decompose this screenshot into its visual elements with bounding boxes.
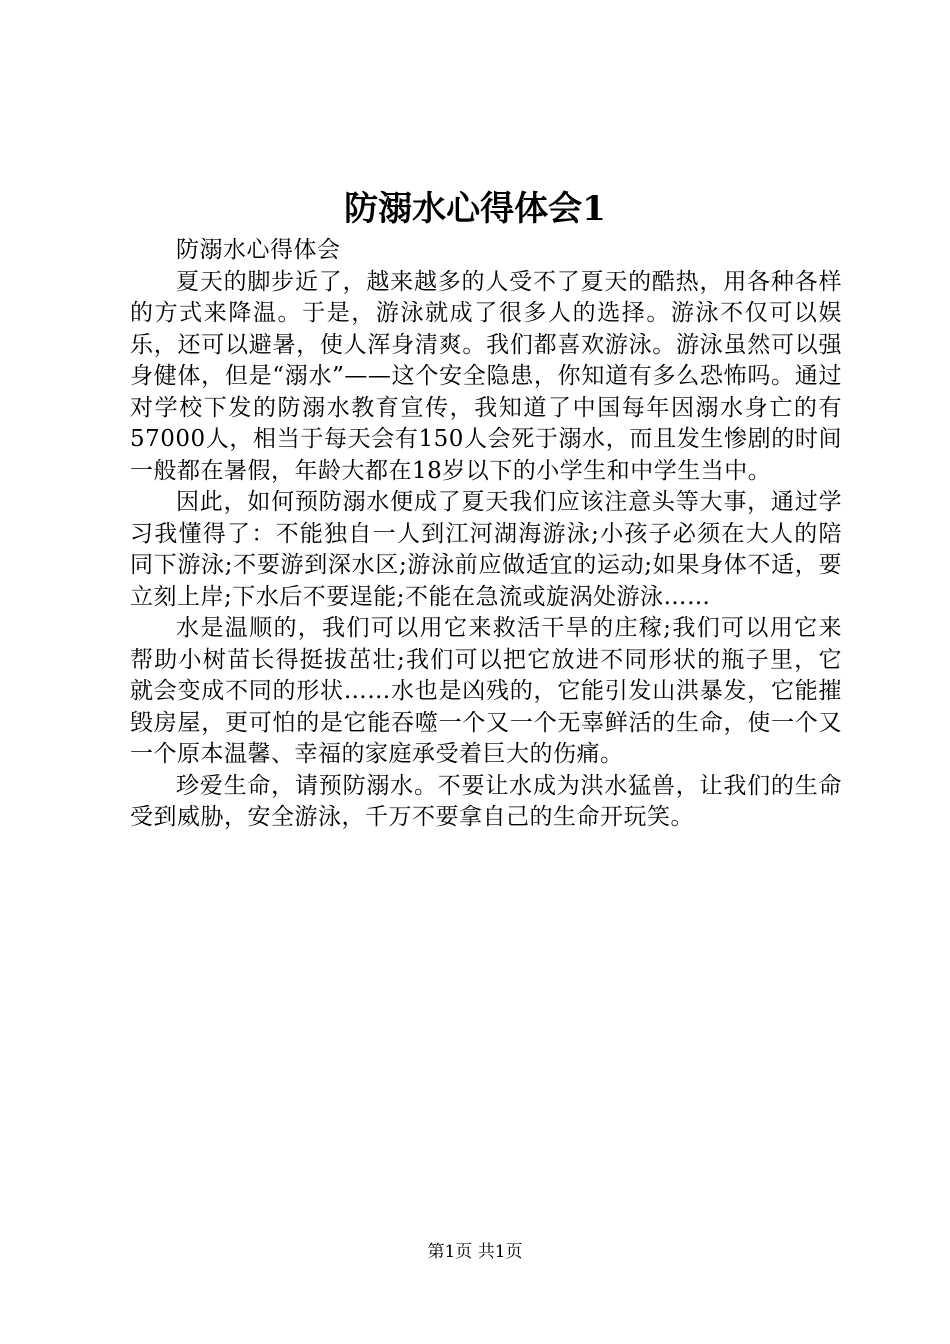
paragraph-3: 水是温顺的，我们可以用它来救活干旱的庄稼;我们可以用它来帮助小树苗长得挺拔茁壮;我们可以把它放进不同形状的瓶子里，它就会变成不同的形状……水也是凶残的，它能引发山洪暴发，它能摧毁房屋，更可怕的是它能吞噬一个又一个无辜鲜活的生命，使一个又一个原本温馨、幸福的家庭承受着巨大的伤痛。 bbox=[130, 615, 842, 767]
document-subtitle: 防溺水心得体会 bbox=[176, 237, 341, 263]
paragraph-1: 夏天的脚步近了，越来越多的人受不了夏天的酷热，用各种各样的方式来降温。于是，游泳就成了很多人的选择。游泳不仅可以娱乐，还可以避暑，使人浑身清爽。我们都喜欢游泳。游泳虽然可以强身健体，但是“溺水”——这个安全隐患，你知道有多么恐怖吗。通过对学校下发的防溺水教育宣传，我知道了中国每年因溺水身亡的有57000人，相当于每天会有150人会死于溺水，而且发生惨剧的时间一般都在暑假，年龄大都在18岁以下的小学生和中学生当中。 bbox=[130, 268, 842, 484]
paragraph-4: 珍爱生命，请预防溺水。不要让水成为洪水猛兽，让我们的生命受到威胁，安全游泳，千万不要拿自己的生命开玩笑。 bbox=[130, 772, 842, 830]
document-body bbox=[130, 235, 842, 834]
document-title: 防溺水心得体会1 bbox=[344, 189, 606, 229]
paragraph-2: 因此，如何预防溺水便成了夏天我们应该注意头等大事，通过学习我懂得了：不能独自一人到江河湖海游泳;小孩子必须在大人的陪同下游泳;不要游到深水区;游泳前应做适宜的运动;如果身体不适，要立刻上岸;下水后不要逞能;不能在急流或旋涡处游泳…… bbox=[130, 489, 842, 610]
page-footer: 第1页 共1页 bbox=[427, 1242, 523, 1262]
